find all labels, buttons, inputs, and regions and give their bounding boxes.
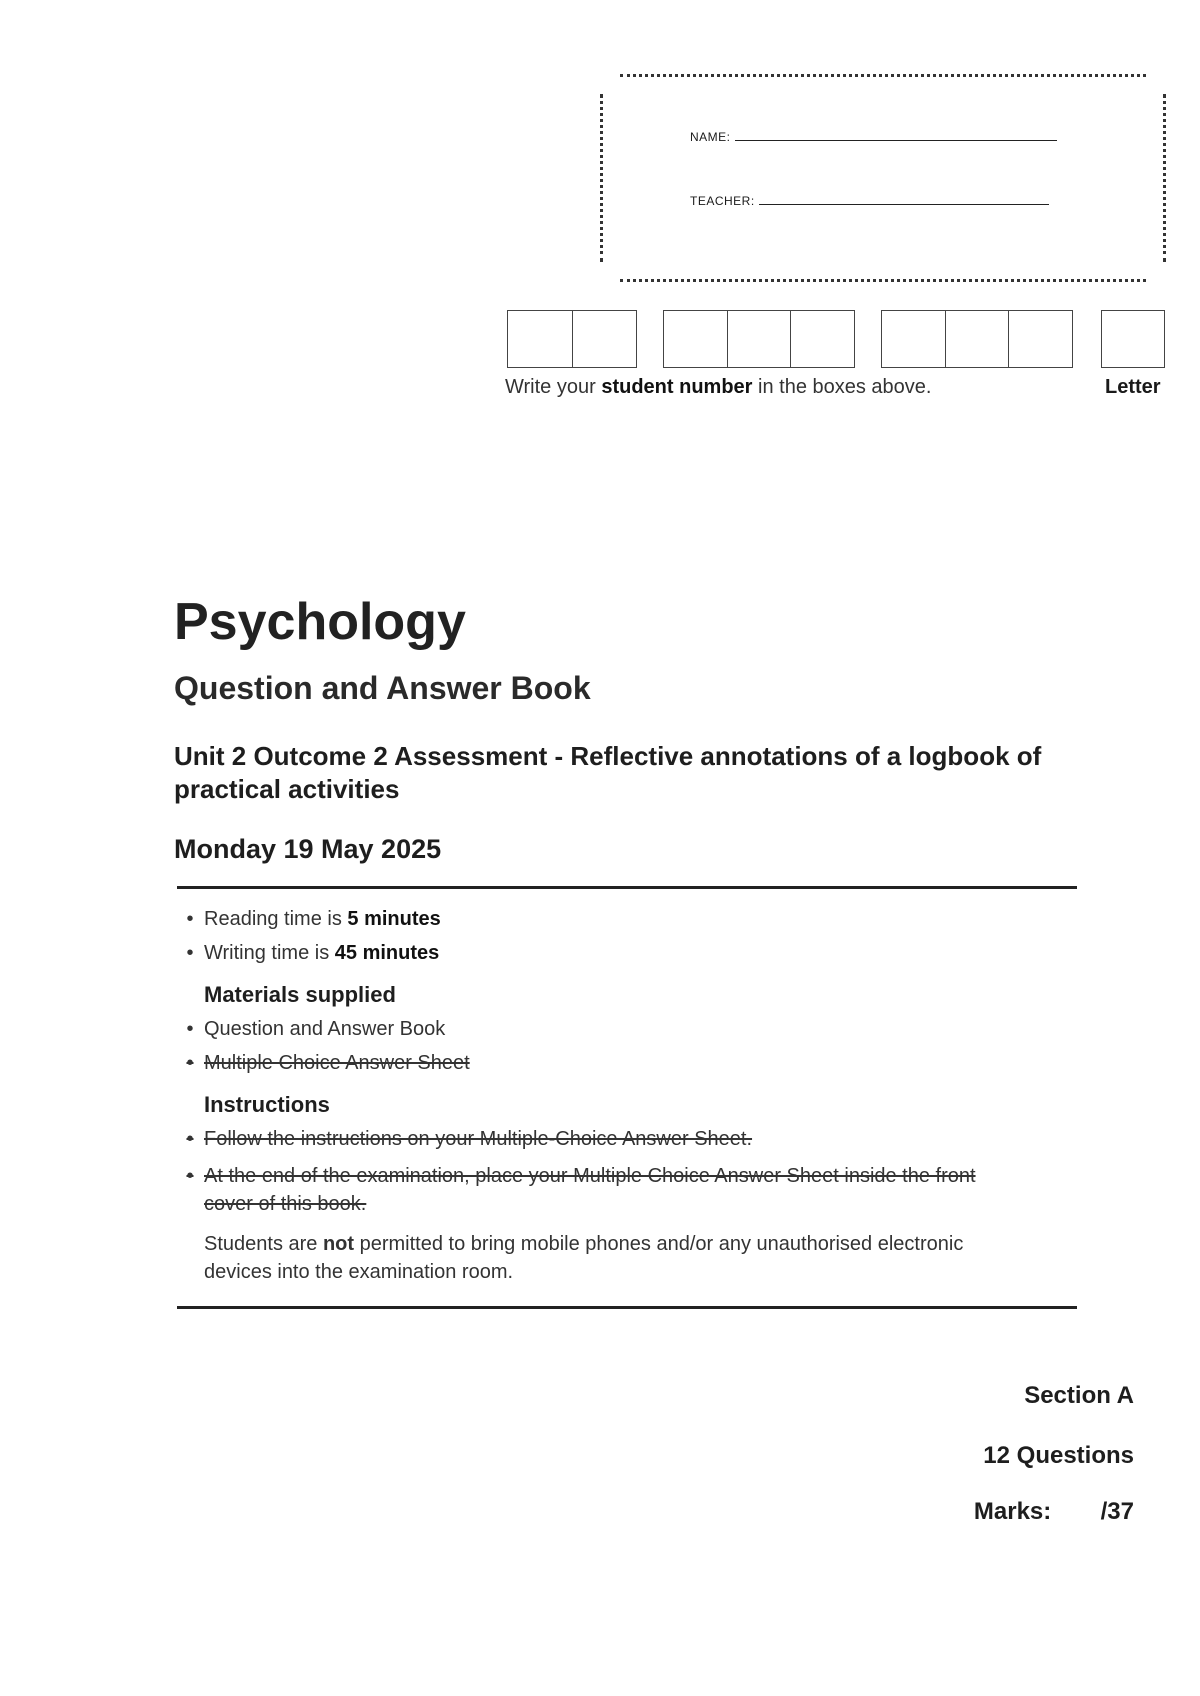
note-bold: not	[322, 1233, 355, 1255]
instructions-heading: Instructions	[204, 1092, 330, 1117]
bullet: •	[186, 1128, 194, 1150]
device-policy-note	[204, 1230, 984, 1286]
writing-time-value: 45 minutes	[334, 942, 440, 964]
student-letter-box[interactable]	[1101, 310, 1165, 368]
marks-row	[974, 1498, 1134, 1526]
bullet: •	[186, 1165, 194, 1187]
materials-heading: Materials supplied	[204, 982, 396, 1007]
writing-time	[176, 942, 439, 965]
assessment-title: Unit 2 Outcome 2 Assessment - Reflective annotations of a logbook of practical activities	[174, 741, 1042, 804]
letter-label: Letter	[1105, 376, 1161, 398]
exam-date: Monday 19 May 2025	[174, 834, 442, 864]
teacher-label: TEACHER:	[690, 194, 755, 208]
divider-bottom	[177, 1306, 1077, 1309]
material-item-text: Question and Answer Book	[204, 1018, 446, 1040]
dotted-border-right	[1163, 94, 1166, 262]
note-text-post: in the boxes above.	[752, 376, 932, 398]
note-pre: Students are	[204, 1233, 323, 1255]
note-text-bold: student number	[601, 376, 753, 398]
bullet: •	[186, 908, 194, 930]
marks-value: /37	[1100, 1498, 1134, 1525]
instruction-item-text: At the end of the examination, place your Multiple Choice Answer Sheet inside the front cover of this book.	[204, 1165, 976, 1215]
reading-time-label: Reading time is	[204, 908, 348, 930]
note-post: permitted to bring mobile phones and/or any unauthorised electronic devices into the examination room.	[204, 1233, 964, 1283]
name-label: NAME:	[690, 130, 731, 144]
material-item-text: Multiple Choice Answer Sheet	[204, 1052, 470, 1074]
subject-title: Psychology	[174, 593, 466, 651]
material-item-struck	[176, 1052, 470, 1075]
bullet: •	[186, 1018, 194, 1040]
writing-time-label: Writing time is	[204, 942, 335, 964]
note-text-pre: Write your	[505, 376, 602, 398]
material-item	[176, 1018, 445, 1041]
bullet: •	[186, 1052, 194, 1074]
instruction-item-struck	[176, 1162, 996, 1218]
marks-label: Marks:	[973, 1498, 1052, 1525]
reading-time-value: 5 minutes	[347, 908, 441, 930]
exam-info	[176, 0, 1056, 1300]
reading-time	[176, 908, 441, 931]
question-count: 12 Questions	[983, 1442, 1134, 1469]
instruction-item-text: Follow the instructions on your Multiple-Choice Answer Sheet.	[204, 1128, 753, 1150]
student-letter-cell[interactable]	[1102, 311, 1164, 367]
book-type: Question and Answer Book	[174, 670, 591, 706]
section-label: Section A	[1024, 1382, 1134, 1409]
instruction-item-struck	[176, 1128, 752, 1151]
bullet: •	[186, 942, 194, 964]
